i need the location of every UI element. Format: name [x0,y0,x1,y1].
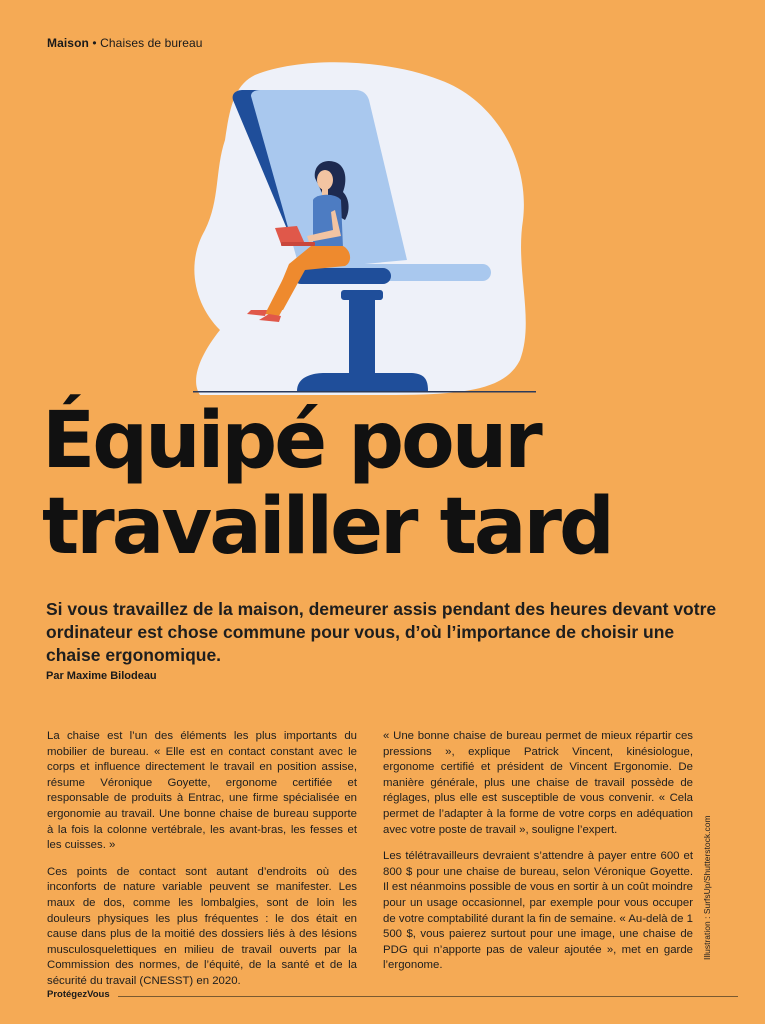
paragraph: La chaise est l’un des éléments les plus importants du mobilier de bureau. « Elle est en contact constant avec le corps et influence directement le travail en position assise, résume Véronique Goyette, ergonome certifiée et responsable de produits à Entrac, une firme spécialisée en ergonomie au travail. Une bonne chaise de bureau supporte à la fois la colonne vertébrale, les avant-bras, les fesses et les cuisses. » [47,730,357,852]
footer-logo: ProtégezVous [47,989,110,1000]
body-column-right [383,729,693,985]
footer-rule [118,996,738,997]
paragraph: Les télétravailleurs devraient s’attendre à payer entre 600 et 800 $ pour une chaise de bureau, selon Véronique Goyette. Il est néanmoins possible de vous en sortir à un coût moindre pour un usage occasionnel, par exemple pour vous occuper de votre comptabilité durant la fin de semaine. « Au-delà de 1 500 $, vous paierez surtout pour une image, une chaise de PDG qui n’apporte pas de valeur ajoutée », met en garde l’ergonome. [383,850,693,972]
chair-column [349,298,375,374]
woman-top [313,195,343,250]
chair-base [297,373,428,391]
floor-line [193,391,536,393]
headline-line-2: travailler tard [42,482,612,572]
byline: Par Maxime Bilodeau [46,670,157,682]
chair-seat-front [293,268,391,284]
woman-face [317,170,333,190]
illustration-credit: Illustration : SurfsUp/Shutterstock.com [702,815,712,960]
body-column-left [47,729,357,1001]
office-chair-illustration [185,60,545,400]
laptop-base [281,242,315,246]
headline-line-1: Équipé pour [42,396,540,486]
rubric-topic: Chaises de bureau [100,36,203,50]
paragraph: « Une bonne chaise de bureau permet de mieux répartir ces pressions », explique Patrick Vincent, kinésiologue, ergonome certifié et président de Vincent Ergonomie. De manière générale, plus une chaise de travail possède de réglages, plus elle est susceptible de vous convenir. « Cela permet de l’adapter à la forme de votre corps en adéquation avec votre poste de travail », souligne l’expert. [383,730,693,836]
headline [42,398,742,570]
rubric [47,36,203,50]
rubric-section: Maison [47,36,89,50]
paragraph: Ces points de contact sont autant d’endroits où des inconforts de nature variable peuvent se manifester. Les maux de dos, comme les lombalgies, sont de loin les douleurs physiques les plus fréquentes : le dos était en cause dans plus de la moitié des dossiers liés à des lésions musculosquelettiques en milieu de travail ouverts par la Commission des normes, de l’équité, de la santé et de la sécurité du travail (CNESST) en 2020. [47,865,357,987]
dek: Si vous travaillez de la maison, demeurer assis pendant des heures devant votre ordinateur est chose commune pour vous, d’où l’importance de choisir une chaise ergonomique. [46,599,717,665]
rubric-separator: • [92,36,97,50]
chair-column-joint [341,290,383,300]
